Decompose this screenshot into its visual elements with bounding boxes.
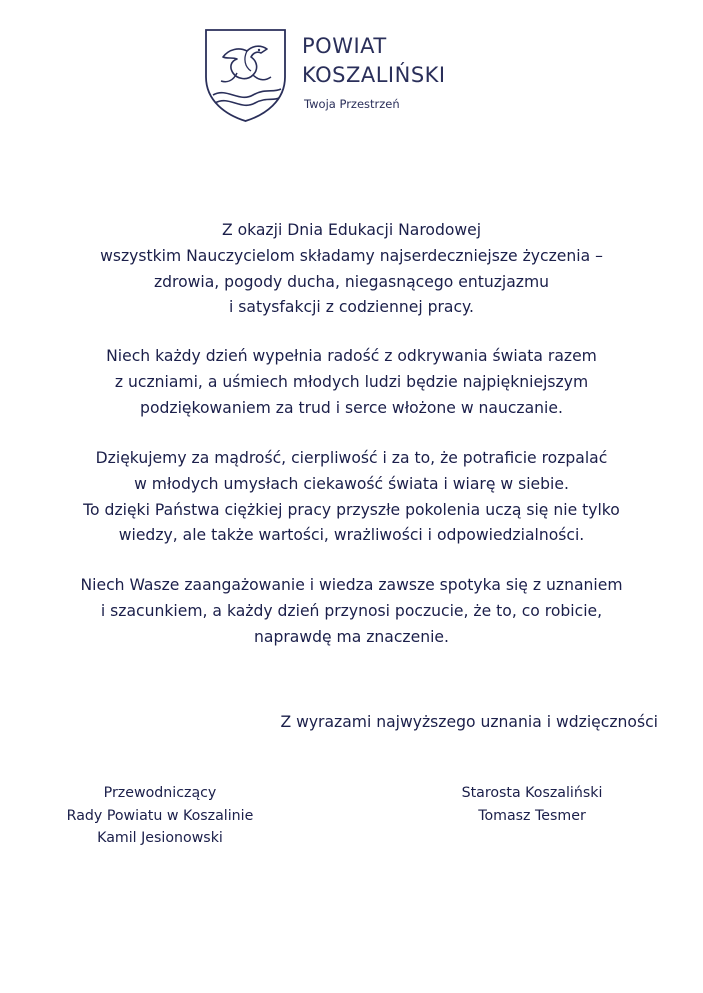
text-line: podziękowaniem za trud i serce włożone w nauczanie. [140,398,563,417]
text-line: Z okazji Dnia Edukacji Narodowej [221,221,482,239]
greeting-paragraph-4 [0,573,703,650]
coat-of-arms-icon [203,27,288,123]
text-line: w młodych umysłach ciekawość świata i wiarę w siebie. [134,474,569,493]
signature-title: Starosta Koszaliński [461,785,603,801]
county-name-line2: KOSZALIŃSKI [302,63,446,87]
text-line: wiedzy, ale także wartości, wrażliwości i odpowiedzialności. [118,526,585,545]
text-line: zdrowia, pogody ducha, niegasnącego entuzjazmu [153,272,550,291]
signature-title: Przewodniczący [103,785,217,801]
signature-council-chairman [40,782,280,850]
signature-name: Kamil Jesionowski [97,830,223,847]
text-line: i satysfakcji z codziennej pracy. [228,298,475,317]
text-line: z uczniami, a uśmiech młodych ludzi będzie najpiękniejszym [114,372,589,391]
greeting-paragraph-2 [0,344,703,421]
county-name-line1: POWIAT [302,34,387,58]
county-tagline: Twoja Przestrzeń [304,97,400,111]
text-line: i szacunkiem, a każdy dzień przynosi poczucie, że to, co robicie, [100,601,603,620]
greeting-paragraph-3 [0,446,703,549]
text-line: wszystkim Nauczycielom składamy najserdeczniejsze życzenia – [100,246,603,265]
county-logo [203,27,463,127]
signature-starost [412,782,652,827]
signature-body: Rady Powiatu w Koszalinie [66,807,254,824]
greeting-paragraph-1 [0,218,703,321]
text-line: naprawdę ma znaczenie. [254,627,449,646]
text-line: Niech Wasze zaangażowanie i wiedza zawsze spotyka się z uznaniem [80,576,623,594]
closing-line: Z wyrazami najwyższego uznania i wdzięczności [280,713,658,731]
signature-name: Tomasz Tesmer [478,807,586,824]
text-line: Niech każdy dzień wypełnia radość z odkrywania świata razem [106,347,597,365]
text-line: Dziękujemy za mądrość, cierpliwość i za to, że potraficie rozpalać [95,449,608,467]
text-line: To dzięki Państwa ciężkiej pracy przyszłe pokolenia uczą się nie tylko [83,500,620,519]
